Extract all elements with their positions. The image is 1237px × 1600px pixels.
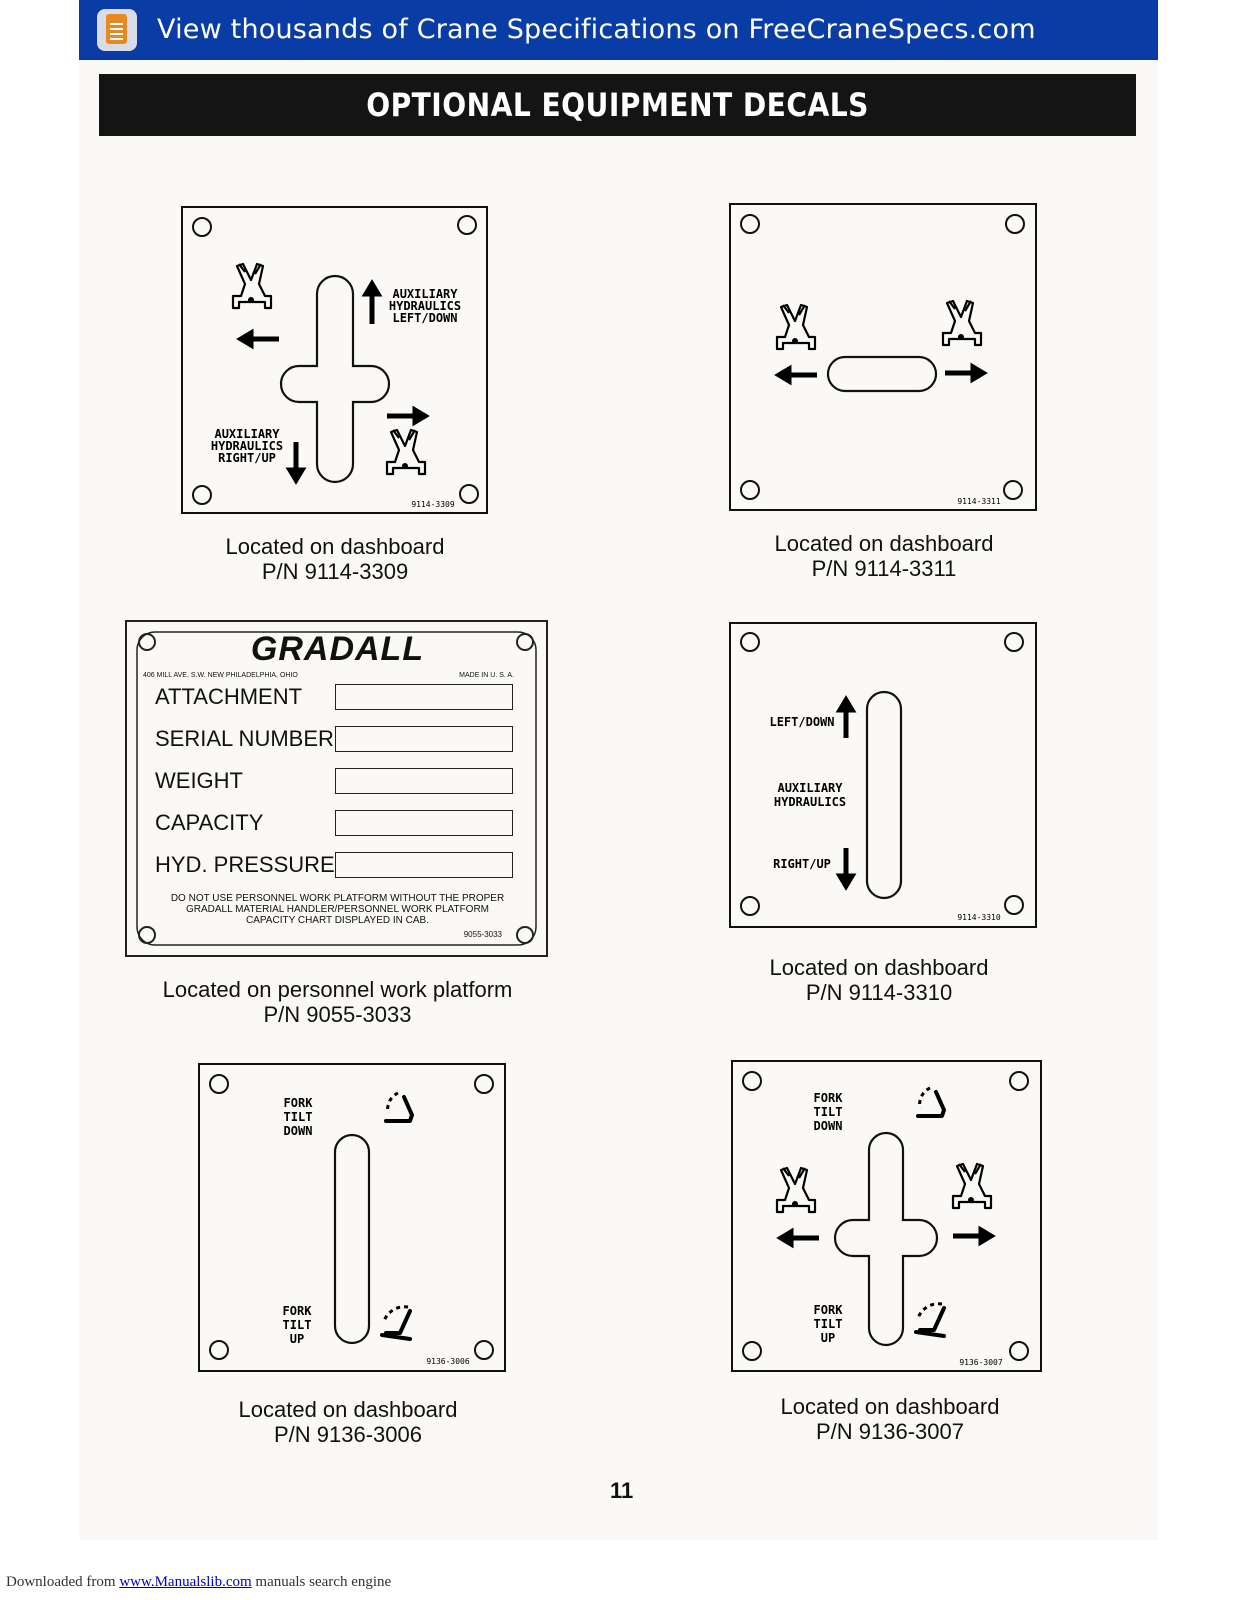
decal-caption — [125, 977, 550, 1027]
footer-suffix: manuals search engine — [251, 1574, 392, 1590]
caption-part-number: P/N 9136-3007 — [816, 1419, 964, 1444]
svg-text:TILT: TILT — [813, 1317, 843, 1331]
document-icon — [97, 9, 137, 51]
caption-location: Located on dashboard — [769, 955, 989, 980]
caption-part-number: P/N 9055-3033 — [263, 1002, 412, 1027]
download-footer — [6, 1574, 391, 1591]
decal-caption — [729, 531, 1039, 581]
svg-text:FORK: FORK — [283, 1096, 313, 1110]
banner-text[interactable]: View thousands of Crane Specifications on FreeCraneSpecs.com — [157, 14, 1036, 45]
caption-part-number: P/N 9136-3006 — [274, 1422, 422, 1447]
svg-text:TILT: TILT — [282, 1318, 312, 1332]
svg-text:HYDRAULICS: HYDRAULICS — [388, 299, 462, 313]
svg-text:9136-3007: 9136-3007 — [959, 1358, 1003, 1367]
page-title: OPTIONAL EQUIPMENT DECALS — [366, 86, 869, 124]
plate-field-label: HYD. PRESSURE — [155, 852, 335, 877]
svg-text:LEFT/DOWN: LEFT/DOWN — [392, 311, 458, 325]
plate-field-box — [335, 852, 513, 878]
plate-field-box — [335, 768, 513, 794]
svg-text:AUXILIARY: AUXILIARY — [777, 781, 843, 795]
promo-banner[interactable] — [79, 0, 1158, 60]
caption-part-number: P/N 9114-3311 — [811, 556, 957, 581]
svg-text:RIGHT/UP: RIGHT/UP — [218, 451, 276, 465]
caption-location: Located on dashboard — [780, 1394, 1000, 1419]
svg-text:TILT: TILT — [283, 1110, 313, 1124]
svg-text:AUXILIARY: AUXILIARY — [214, 427, 280, 441]
plate-field-label: CAPACITY — [155, 810, 264, 835]
decal-9136-3006 — [198, 1063, 508, 1375]
svg-text:9114-3310: 9114-3310 — [957, 913, 1001, 922]
plate-field-label: WEIGHT — [155, 768, 243, 793]
svg-text:RIGHT/UP: RIGHT/UP — [773, 857, 831, 871]
plate-address: 406 MILL AVE. S.W. NEW PHILADELPHIA, OHIO — [143, 672, 298, 679]
caption-location: Located on dashboard — [238, 1397, 458, 1422]
caption-location: Located on dashboard — [774, 531, 994, 556]
svg-text:FORK: FORK — [813, 1091, 843, 1105]
gradall-logo: GRADALL — [250, 630, 425, 668]
plate-field-box — [335, 684, 513, 710]
plate-field-label: SERIAL NUMBER — [155, 726, 334, 751]
decal-caption — [724, 955, 1034, 1005]
plate-field-box — [335, 810, 513, 836]
svg-text:UP: UP — [289, 1332, 305, 1346]
footer-prefix: Downloaded from — [6, 1574, 120, 1590]
plate-made-in: MADE IN U. S. A. — [459, 672, 514, 679]
page-number: 11 — [610, 1478, 634, 1503]
svg-text:9136-3006: 9136-3006 — [426, 1357, 470, 1366]
svg-text:FORK: FORK — [813, 1303, 843, 1317]
svg-text:DOWN: DOWN — [813, 1119, 843, 1133]
decal-9114-3310 — [729, 622, 1039, 932]
caption-location: Located on personnel work platform — [162, 977, 513, 1002]
svg-text:UP: UP — [820, 1331, 836, 1345]
decal-caption — [181, 534, 489, 584]
plate-part-label: 9055-3033 — [463, 930, 502, 939]
svg-text:TILT: TILT — [813, 1105, 843, 1119]
svg-text:LEFT/DOWN: LEFT/DOWN — [769, 715, 835, 729]
decal-9114-3309 — [181, 206, 489, 518]
decal-caption — [193, 1397, 503, 1447]
plate-field-label: ATTACHMENT — [155, 684, 303, 709]
decal-caption — [734, 1394, 1046, 1444]
section-title-bar — [99, 74, 1136, 136]
svg-text:HYDRAULICS: HYDRAULICS — [773, 795, 847, 809]
svg-text:9114-3311: 9114-3311 — [957, 497, 1001, 506]
decal-9136-3007 — [731, 1060, 1043, 1374]
decal-9114-3311 — [729, 203, 1039, 515]
svg-text:AUXILIARY: AUXILIARY — [392, 287, 458, 301]
svg-text:FORK: FORK — [282, 1304, 312, 1318]
plate-warning: DO NOT USE PERSONNEL WORK PLATFORM WITHOUT THE PROPER GRADALL MATERIAL HANDLER/PERSONNEL WORK PLATFORM CAPACITY CHART DISPLAYED IN CAB. — [170, 893, 505, 926]
svg-text:9114-3309: 9114-3309 — [411, 500, 455, 509]
gradall-data-plate — [125, 620, 550, 960]
manualslib-link[interactable]: www.Manualslib.com — [119, 1574, 252, 1590]
svg-text:DOWN: DOWN — [283, 1124, 313, 1138]
caption-part-number: P/N 9114-3310 — [805, 980, 953, 1005]
caption-location: Located on dashboard — [225, 534, 445, 559]
plate-field-box — [335, 726, 513, 752]
svg-text:HYDRAULICS: HYDRAULICS — [210, 439, 284, 453]
caption-part-number: P/N 9114-3309 — [261, 559, 409, 584]
